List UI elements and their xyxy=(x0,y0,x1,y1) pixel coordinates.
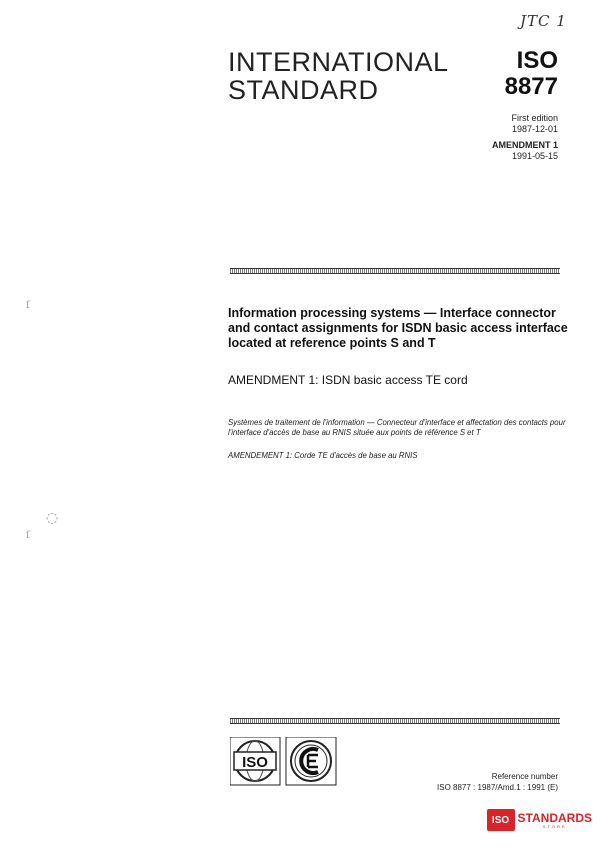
amendment-label: AMENDMENT 1 xyxy=(491,140,558,150)
handwritten-annotation: JTC 1 xyxy=(520,12,567,30)
doc-type-line1: INTERNATIONAL xyxy=(228,47,449,77)
doc-type-line2: STANDARD xyxy=(228,75,379,105)
reference-block xyxy=(437,771,558,793)
title-french-amendment: AMENDEMENT 1: Corde TE d'accès de base au RNIS xyxy=(228,451,418,460)
top-rule xyxy=(230,268,560,274)
store-name: STANDARDS xyxy=(517,810,592,825)
logos xyxy=(230,737,340,787)
store-sub: STORE xyxy=(542,823,567,829)
title-english: Information processing systems — Interface connector and contact assignments for ISDN basic access interface located at reference points S and T xyxy=(228,306,568,350)
scan-mark: ſ xyxy=(26,300,30,311)
title-amendment: AMENDMENT 1: ISDN basic access TE cord xyxy=(228,373,468,387)
document-type xyxy=(228,48,449,104)
edition-date: 1987-12-01 xyxy=(511,124,558,134)
bottom-rule xyxy=(230,718,560,724)
reference-label: Reference number xyxy=(491,772,558,781)
store-badge: ISO xyxy=(487,809,515,831)
scan-mark: ◌ xyxy=(46,510,59,526)
reference-number: ISO 8877 : 1987/Amd.1 : 1991 (E) xyxy=(437,783,558,792)
amendment-date: 1991-05-15 xyxy=(511,151,558,161)
iso-label: ISO xyxy=(516,47,558,74)
iso-number: 8877 xyxy=(504,73,558,100)
store-watermark xyxy=(487,809,592,831)
store-name-block xyxy=(518,812,592,829)
edition-label: First edition xyxy=(511,113,558,123)
iso-logo-text: ISO xyxy=(242,754,268,771)
iec-logo xyxy=(286,737,336,785)
title-french: Systèmes de traitement de l'information — Connecteur d'interface et affectation des contacts pour l'interface d'accès de base au RNIS située aux points de référence S et T xyxy=(228,418,566,437)
edition-info xyxy=(492,113,558,162)
iso-number-block xyxy=(505,48,558,100)
scan-mark: ſ xyxy=(26,530,30,541)
iso-logo xyxy=(230,737,280,785)
